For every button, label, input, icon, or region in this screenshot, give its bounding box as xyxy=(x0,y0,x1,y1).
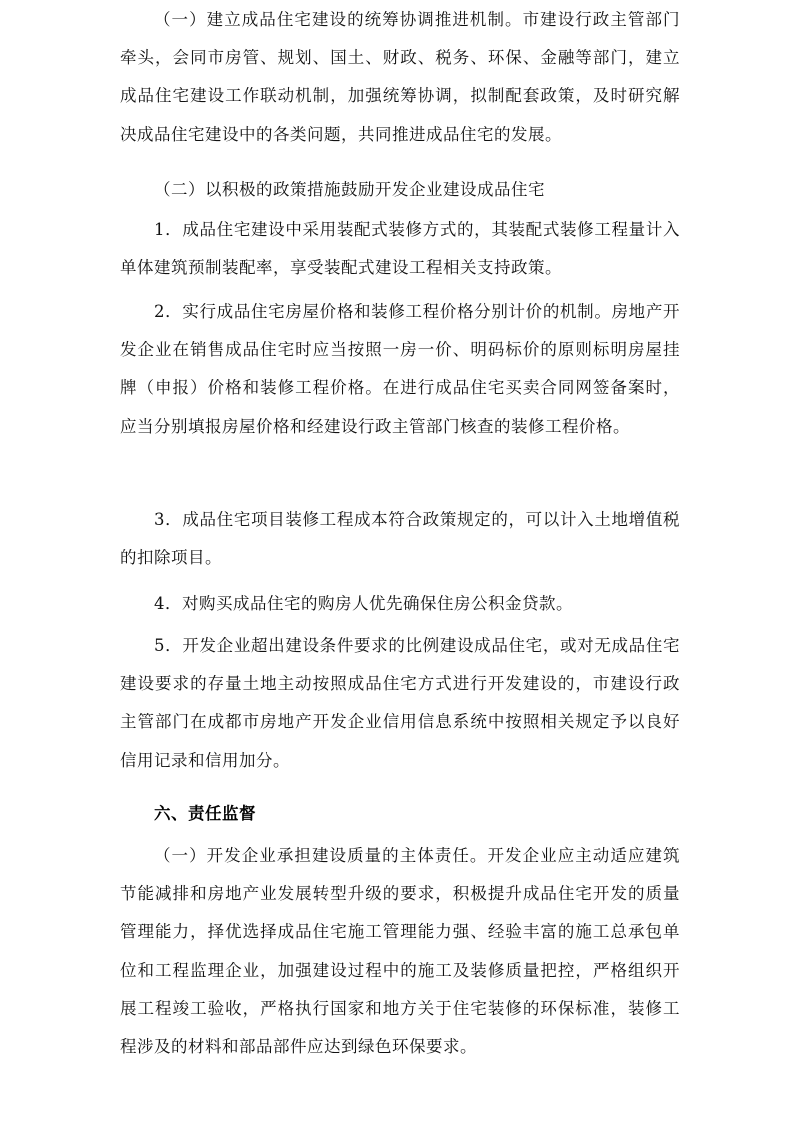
paragraph-coordination-mechanism: （一）建立成品住宅建设的统筹协调推进机制。市建设行政主管部门牵头，会同市房管、规划、国土、财政、税务、环保、金融等部门，建立成品住宅建设工作联动机制，加强统筹协调，拟制配套政策，及时研究解决成品住宅建设中的各类问题，共同推进成品住宅的发展。 xyxy=(120,10,680,144)
paragraph-item-4: 4．对购买成品住宅的购房人优先确保住房公积金贷款。 xyxy=(154,594,573,613)
paragraph-item-5: 5．开发企业超出建设条件要求的比例建设成品住宅，或对无成品住宅建设要求的存量土地主动按照成品住宅方式进行开发建设的，市建设行政主管部门在成都市房地产开发企业信用信息系统中按照相关规定予以良好信用记录和信用加分。 xyxy=(120,636,680,770)
paragraph-item-3: 3．成品住宅项目装修工程成本符合政策规定的，可以计入土地增值税的扣除项目。 xyxy=(120,510,680,568)
section-heading-responsibility: 六、责任监督 xyxy=(154,804,256,823)
paragraph-item-2: 2．实行成品住宅房屋价格和装修工程价格分别计价的机制。房地产开发企业在销售成品住宅时应当按照一房一价、明码标价的原则标明房屋挂牌（申报）价格和装修工程价格。在进行成品住宅买卖合同网签备案时，应当分别填报房屋价格和经建设行政主管部门核查的装修工程价格。 xyxy=(120,302,680,436)
paragraph-item-1: 1．成品住宅建设中采用装配式装修方式的，其装配式装修工程量计入单体建筑预制装配率，享受装配式建设工程相关支持政策。 xyxy=(120,220,680,278)
paragraph-developer-responsibility: （一）开发企业承担建设质量的主体责任。开发企业应主动适应建筑节能减排和房地产业发展转型升级的要求，积极提升成品住宅开发的质量管理能力，择优选择成品住宅施工管理能力强、经验丰富的施工总承包单位和工程监理企业，加强建设过程中的施工及装修质量把控，严格组织开展工程竣工验收，严格执行国家和地方关于住宅装修的环保标准，装修工程涉及的材料和部品部件应达到绿色环保要求。 xyxy=(120,846,680,1057)
paragraph-policy-incentives-heading: （二）以积极的政策措施鼓励开发企业建设成品住宅 xyxy=(154,180,545,199)
